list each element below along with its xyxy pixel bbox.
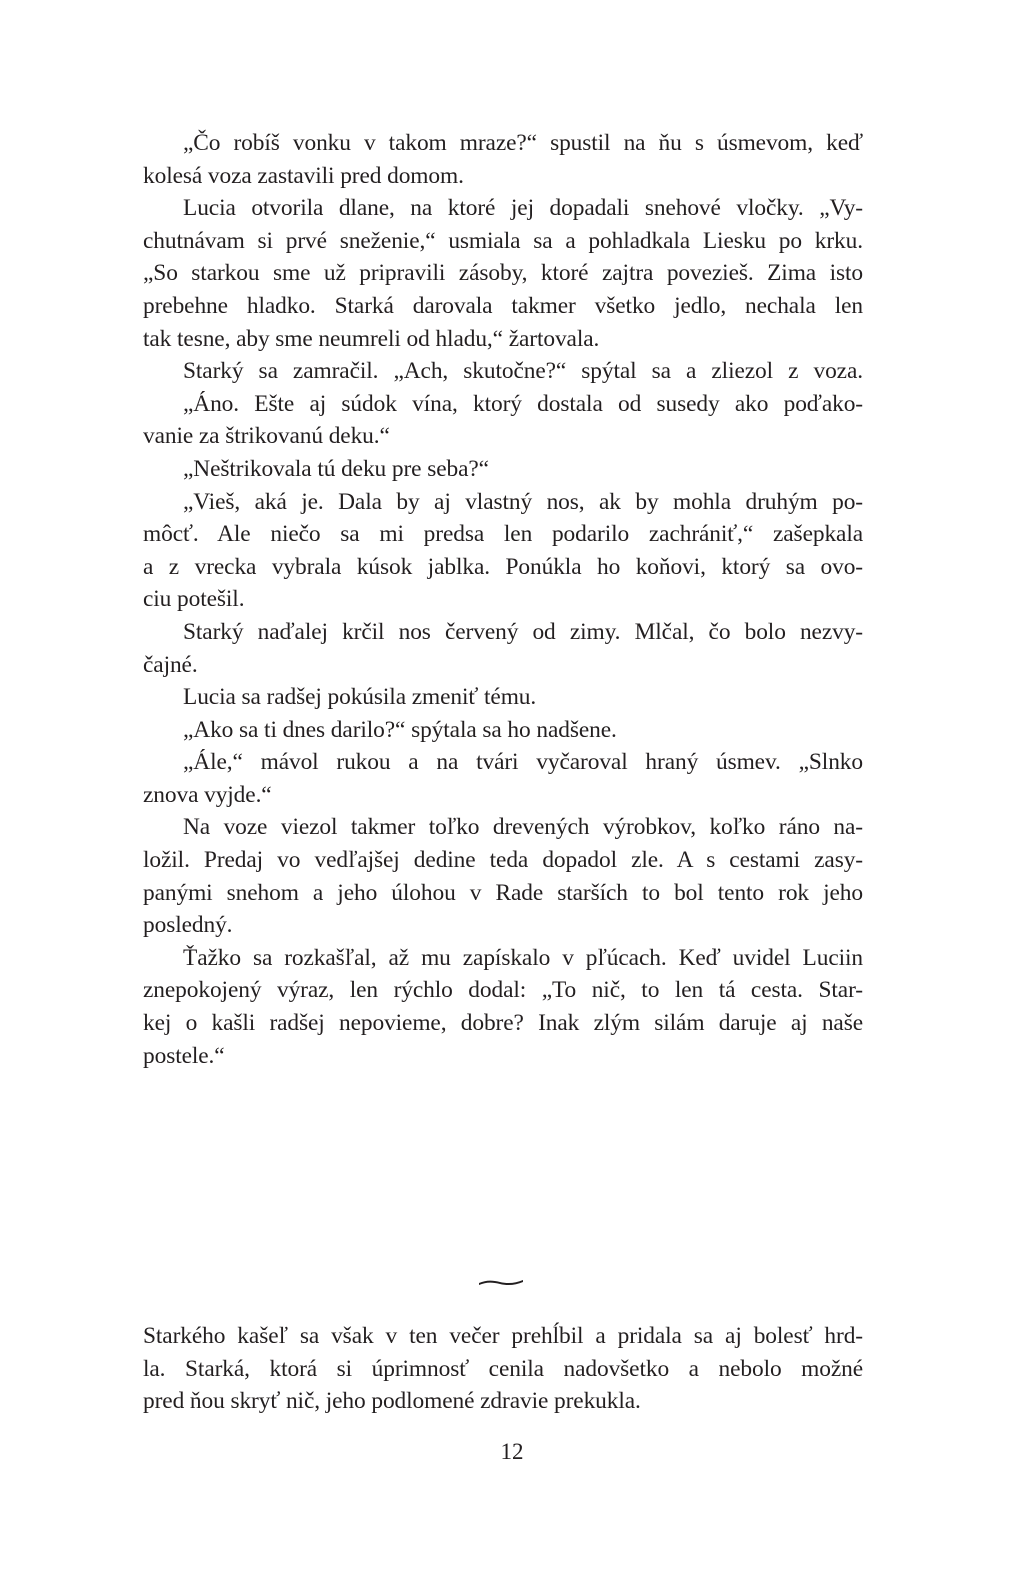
text-line: znepokojený výraz, len rýchlo dodal: „To nič, to len tá cesta. Star-: [143, 977, 863, 1004]
text-line: a z vrecka vybrala kúsok jablka. Ponúkla ho koňovi, ktorý sa ovo-: [143, 553, 863, 580]
text-line: môcť. Ale niečo sa mi predsa len podarilo zachrániť,“ zašepkala: [143, 521, 863, 548]
text-line: Na voze viezol takmer toľko drevených výrobkov, koľko ráno na-: [183, 814, 863, 841]
chapter-text-body: [143, 127, 863, 1072]
text-line: postele.“: [143, 1042, 225, 1069]
text-line: prebehne hladko. Starká darovala takmer všetko jedlo, nechala len: [143, 292, 863, 319]
text-line: „Vieš, aká je. Dala by aj vlastný nos, ak by mohla druhým po-: [183, 488, 863, 515]
text-line: „So starkou sme už pripravili zásoby, ktoré zajtra povezieš. Zima isto: [143, 260, 863, 287]
text-line: ložil. Predaj vo vedľajšej dedine teda dopadol zle. A s cestami zasy-: [143, 847, 863, 874]
text-line: čajné.: [143, 651, 198, 678]
text-line: kej o kašli radšej nepovieme, dobre? Inak zlým silám daruje aj naše: [143, 1010, 863, 1037]
page-number: 12: [500, 1439, 524, 1464]
text-line: Starkého kašeľ sa však v ten večer prehĺbil a pridala sa aj bolesť hrd-: [143, 1323, 863, 1349]
text-line: chutnávam si prvé sneženie,“ usmiala sa a pohladkala Liesku po krku.: [143, 227, 863, 254]
text-line: Lucia otvorila dlane, na ktoré jej dopadali snehové vločky. „Vy-: [183, 195, 863, 222]
text-line: kolesá voza zastavili pred domom.: [143, 162, 464, 189]
text-line: panými snehom a jeho úlohou v Rade starších to bol tento rok jeho: [143, 879, 863, 906]
text-line: Starký sa zamračil. „Ach, skutočne?“ spýtal sa a zliezol z voza.: [183, 358, 863, 385]
text-line: „Neštrikovala tú deku pre seba?“: [183, 455, 489, 482]
text-line: znova vyjde.“: [143, 781, 272, 808]
text-line: Ťažko sa rozkašľal, až mu zapískalo v pľúcach. Keď uvidel Luciin: [183, 944, 863, 971]
text-line: „Áno. Ešte aj súdok vína, ktorý dostala od susedy ako poďako-: [183, 390, 863, 417]
text-line: Lucia sa radšej pokúsila zmeniť tému.: [183, 684, 537, 711]
text-line: posledný.: [143, 912, 233, 939]
chapter-text-after-break: [143, 1320, 863, 1418]
text-line: „Ále,“ mávol rukou a na tvári vyčaroval hraný úsmev. „Slnko: [183, 749, 863, 776]
text-line: vanie za štrikovanú deku.“: [143, 423, 390, 450]
text-line: Starký naďalej krčil nos červený od zimy. Mlčal, čo bolo nezvy-: [183, 618, 863, 645]
text-line: „Čo robíš vonku v takom mraze?“ spustil na ňu s úsmevom, keď: [183, 130, 863, 156]
scene-break-ornament: [478, 1277, 524, 1287]
text-line: tak tesne, aby sme neumreli od hladu,“ žartovala.: [143, 325, 600, 352]
text-line: ciu potešil.: [143, 586, 245, 613]
text-line: la. Starká, ktorá si úprimnosť cenila nadovšetko a nebolo možné: [143, 1355, 863, 1382]
text-line: „Ako sa ti dnes darilo?“ spýtala sa ho nadšene.: [183, 716, 617, 743]
text-line: pred ňou skryť nič, jeho podlomené zdravie prekukla.: [143, 1388, 641, 1415]
